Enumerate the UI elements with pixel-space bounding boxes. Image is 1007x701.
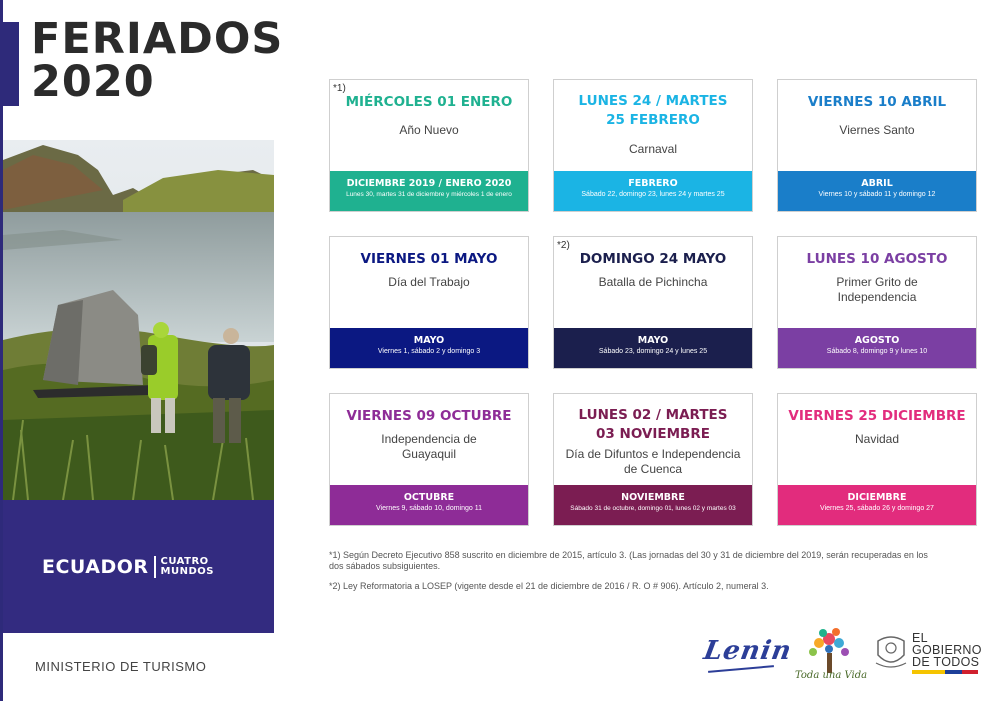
card-band	[330, 171, 528, 211]
card-band	[554, 328, 752, 368]
card-month: MAYO	[637, 335, 669, 346]
brand-sub-line-2: MUNDOS	[160, 566, 214, 577]
holiday-card-7	[329, 393, 529, 526]
card-days: Sábado 8, domingo 9 y lunes 10	[826, 348, 928, 355]
card-days: Sábado 22, domingo 23, lunes 24 y martes 25	[581, 191, 725, 198]
card-holiday: Viernes Santo	[839, 123, 915, 137]
brand-separator	[154, 556, 156, 578]
lenin-logo-underline	[708, 665, 774, 673]
page-title	[31, 14, 284, 107]
footnotes	[329, 550, 929, 601]
flag-yellow	[912, 670, 945, 674]
card-month: MAYO	[413, 335, 445, 346]
holiday-card-2	[553, 79, 753, 212]
card-date: VIERNES 09 OCTUBRE	[346, 408, 512, 424]
holiday-card-9	[777, 393, 977, 526]
title-line-1: FERIADOS	[31, 14, 284, 64]
card-date: VIERNES 25 DICIEMBRE	[788, 408, 966, 424]
card-holiday: Carnaval	[628, 142, 678, 156]
footnote-2: *2) Ley Reformatoria a LOSEP (vigente desde el 21 de diciembre de 2016 / R. O # 906). Artículo 2, numeral 3.	[329, 581, 769, 591]
card-band	[778, 328, 976, 368]
card-holiday: Primer Grito de Independencia	[836, 275, 918, 304]
card-band	[554, 485, 752, 525]
card-band	[330, 485, 528, 525]
card-date: DOMINGO 24 MAYO	[579, 251, 727, 267]
card-month: DICIEMBRE 2019 / ENERO 2020	[346, 178, 512, 189]
holiday-card-4	[329, 236, 529, 369]
ecuador-brand-logo	[42, 556, 214, 578]
card-month: OCTUBRE	[403, 492, 455, 503]
card-holiday: Batalla de Pichincha	[598, 275, 708, 289]
card-date: MIÉRCOLES 01 ENERO	[345, 94, 513, 110]
holiday-card-1	[329, 79, 529, 212]
lenin-logo: Lenin	[701, 636, 795, 666]
card-holiday: Día del Trabajo	[388, 275, 470, 289]
card-month: ABRIL	[861, 178, 893, 189]
toda-una-vida-tree-icon	[803, 625, 855, 675]
gobierno-line-3: DE TODOS	[912, 655, 980, 669]
title-accent-bar	[0, 22, 19, 106]
gobierno-de-todos-logo	[912, 632, 982, 668]
card-month: NOVIEMBRE	[621, 492, 685, 503]
card-days: Lunes 30, martes 31 de diciembre y miércoles 1 de enero	[346, 191, 512, 198]
footnote-1: *1) Según Decreto Ejecutivo 858 suscrito en diciembre de 2015, artículo 3. (Las jornadas del 30 y 31 de diciembre del 2019, serán recuperadas en los dos sábados subsiguientes.	[329, 550, 928, 571]
card-holiday: Independencia de Guayaquil	[381, 432, 477, 461]
card-holiday: Navidad	[854, 432, 900, 446]
card-days: Viernes 10 y sábado 11 y domingo 12	[818, 191, 936, 198]
holiday-card-6	[777, 236, 977, 369]
ecuador-flag-stripe	[912, 670, 978, 674]
card-band	[778, 485, 976, 525]
card-date: VIERNES 01 MAYO	[360, 251, 498, 267]
gobierno-line-1: EL	[912, 631, 928, 645]
flag-red	[962, 670, 979, 674]
card-date: LUNES 24 / MARTES 25 FEBRERO	[578, 93, 728, 128]
card-month: DICIEMBRE	[847, 492, 907, 503]
ecuador-coat-of-arms-icon	[874, 633, 908, 671]
landscape-photo	[3, 140, 274, 500]
card-date: VIERNES 10 ABRIL	[807, 94, 947, 110]
flag-blue	[945, 670, 962, 674]
card-date: LUNES 02 / MARTES 03 NOVIEMBRE	[578, 407, 728, 442]
brand-main-text: ECUADOR	[42, 556, 149, 578]
card-days: Viernes 1, sábado 2 y domingo 3	[377, 348, 481, 355]
card-days: Sábado 23, domingo 24 y lunes 25	[598, 348, 708, 355]
card-holiday: Día de Difuntos e Independencia de Cuenca	[565, 447, 741, 476]
card-date: LUNES 10 AGOSTO	[806, 251, 948, 267]
card-band	[554, 171, 752, 211]
card-month: AGOSTO	[854, 335, 900, 346]
brand-sub-line-1: CUATRO	[160, 556, 209, 567]
card-days: Sábado 31 de octubre, domingo 01, lunes 02 y martes 03	[570, 505, 736, 512]
card-days: Viernes 25, sábado 26 y domingo 27	[820, 505, 934, 512]
card-days: Viernes 9, sábado 10, domingo 11	[376, 505, 482, 512]
card-holiday: Año Nuevo	[399, 123, 459, 137]
brand-sub-text	[161, 557, 214, 577]
holiday-card-8	[553, 393, 753, 526]
holiday-card-3	[777, 79, 977, 212]
title-line-2: 2020	[31, 57, 155, 107]
card-note: *1)	[333, 83, 346, 94]
card-band	[330, 328, 528, 368]
holiday-card-5	[553, 236, 753, 369]
card-band	[778, 171, 976, 211]
gobierno-line-2: GOBIERNO	[912, 643, 982, 657]
card-month: FEBRERO	[628, 178, 678, 189]
card-note: *2)	[557, 240, 570, 251]
ministry-label: MINISTERIO DE TURISMO	[35, 659, 207, 674]
toda-una-vida-text: Toda una Vida	[795, 670, 868, 681]
